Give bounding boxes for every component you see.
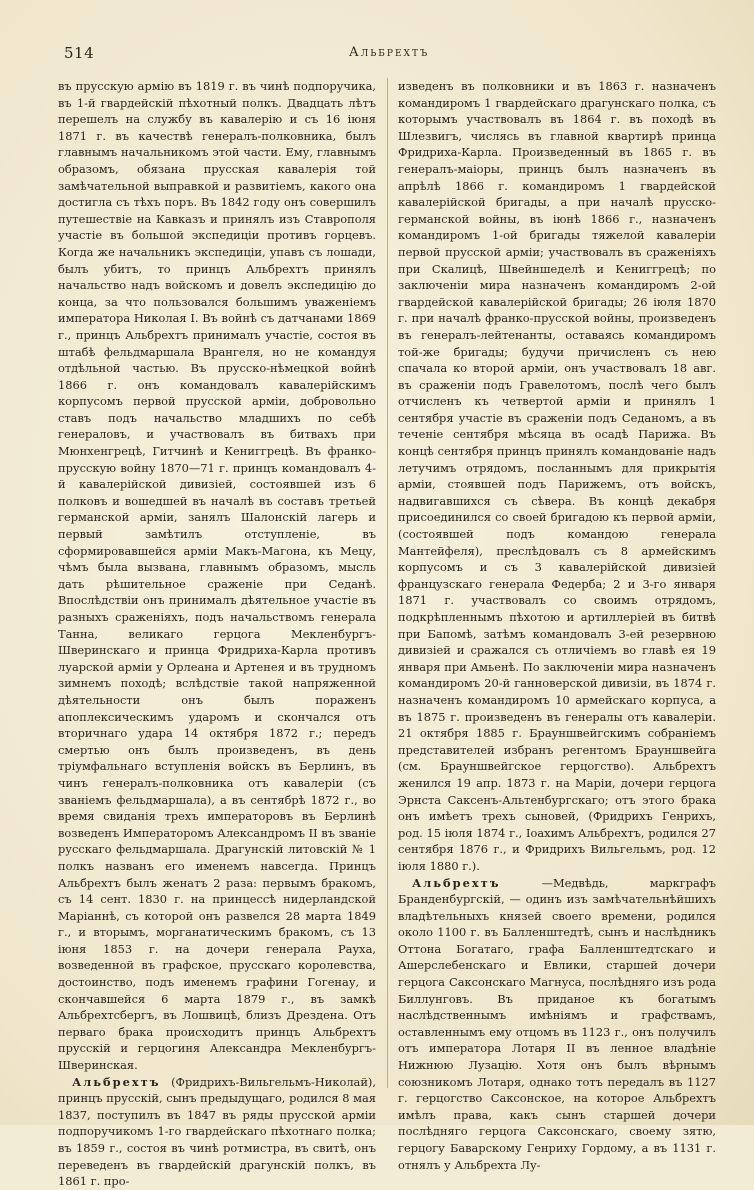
text-columns (58, 78, 717, 1189)
column-divider (387, 78, 388, 1088)
left-column (58, 78, 376, 1189)
encyclopedia-entry (58, 1074, 376, 1190)
entry-headword: Альбрехтъ (72, 1074, 161, 1089)
page-number: 514 (64, 44, 95, 62)
page-header (64, 44, 714, 66)
entry-continuation: изведенъ въ полковники и въ 1863 г. назначенъ командиромъ 1 гвардейскаго драгунскаго полка, съ которымъ участвовалъ въ 1864 г. въ походѣ въ Шлезвигъ, числясь въ главной квартирѣ принца Фридриха-Карла. Произведенный въ 1865 г. въ генералъ-маіоры, принцъ былъ назначенъ въ апрѣлѣ 1866 г. командиромъ 1 гвардейской кавалерійской бригады, а при началѣ прусско-германской войны, въ іюнѣ 1866 г., назначенъ командиромъ 1-ой бригады тяжелой кавалеріи первой прусской арміи; участвовалъ въ сраженіяхъ при Скалицѣ, Швейншеделѣ и Кениггрецѣ; по заключеніи мира назначенъ командиромъ 2-ой гвардейской кавалерійской бригады; 26 іюля 1870 г. при началѣ франко-прусской войны, произведенъ въ генералъ-лейтенанты, оставаясь командиромъ той-же бригады; будучи причисленъ съ нею спачала ко второй арміи, онъ участвовалъ 18 авг. въ сраженіи подъ Гравелотомъ, послѣ чего былъ отчисленъ къ четвертой арміи и принялъ 1 сентября участіе въ сраженіи подъ Седаномъ, а въ теченіе сентября мѣсяца въ осадѣ Парижа. Въ концѣ сентября принцъ принялъ командованіе надъ летучимъ отрядомъ, посланнымъ для прикрытія арміи, стоявшей подъ Парижемъ, отъ войскъ, надвигавшихся съ сѣвера. Въ концѣ декабря присоединился со своей бригадою къ первой арміи, (состоявшей подъ командою генерала Мантейфеля), преслѣдовалъ съ 8 армейскимъ корпусомъ и съ 3 кавалерійской дивизіей французскаго генерала Федерба; 2 и 3-го января 1871 г. участвовалъ со своимъ отрядомъ, подкрѣпленнымъ пѣхотою и артиллеріей въ битвѣ при Бапомѣ, затѣмъ командовалъ 3-ей резервною дивизіей и сражался съ отличіемъ во главѣ ея 19 января при Амьенѣ. По заключеніи мира назначенъ командиромъ 20-й ганноверской дивизіи, въ 1874 г. назначенъ командиромъ 10 армейскаго корпуса, а въ 1875 г. произведенъ въ генералы отъ кавалеріи. 21 октября 1885 г. Брауншвейгскимъ собраніемъ представителей избранъ регентомъ Брауншвейга (см. Брауншвейгское герцогство). Альбрехтъ женился 19 апр. 1873 г. на Маріи, дочери герцога Эрнста Саксенъ-Альтенбургскаго; отъ этого брака онъ имѣетъ трехъ сыновей, (Фридрихъ Генрихъ, род. 15 іюля 1874 г., Іоахимъ Альбрехтъ, родился 27 сентября 1876 г., и Фридрихъ Вильгельмъ, род. 12 іюля 1880 г.). (398, 79, 716, 873)
right-column (398, 78, 717, 1172)
running-title: Альбрехтъ (348, 45, 430, 60)
entry-continuation: въ прусскую армію въ 1819 г. въ чинѣ подпоручика, въ 1-й гвардейскій пѣхотный полкъ. Двадцать лѣтъ перешелъ на службу въ кавалерію и съ 16 іюня 1871 г. въ качествѣ генералъ-полковника, былъ главнымъ начальникомъ этой части. Ему, главнымъ образомъ, обязана прусская кавалерія той замѣчательной выправкой и развитіемъ, какого она достигла съ тѣхъ поръ. Въ 1842 году онъ совершилъ путешествіе на Кавказъ и принялъ изъ Ставрополя участіе въ большой экспедиціи противъ горцевъ. Когда же начальникъ экспедиціи, упавъ съ лошади, былъ убитъ, то принцъ Альбрехтъ принялъ начальство надъ войскомъ и довелъ экспедицію до конца, за что пользовался большимъ уваженіемъ императора Николая I. Въ войнѣ съ датчанами 1869 г., принцъ Альбрехтъ принималъ участіе, состоя въ штабѣ фельдмаршала Врангеля, но не командуя отдѣльной частью. Въ прусско-нѣмецкой войнѣ 1866 г. онъ командовалъ кавалерійскимъ корпусомъ первой прусской арміи, добровольно ставъ подъ начальство младшихъ по себѣ генераловъ, и участвовалъ въ битвахъ при Мюнхенгрецѣ, Гитчинѣ и Кениггрецѣ. Въ франко-прусскую войну 1870—71 г. принцъ командовалъ 4-й кавалерійской дивизіей, состоявшей изъ 6 полковъ и вошедшей въ началѣ въ составъ третьей германской арміи, занялъ Шалонскій лагерь и первый замѣтилъ отступленіе, въ сформировавшейся арміи Макъ-Магона, къ Мецу, чѣмъ была вызвана, главнымъ образомъ, мысль дать рѣшительное сраженіе при Седанѣ. Впослѣдствіи онъ принималъ дѣятельное участіе въ разныхъ сраженіяхъ, подъ начальствомъ генерала Танна, великаго герцога Мекленбургъ-Шверинскаго и принца Фридриха-Карла противъ луарской арміи у Орлеана и Артенея и въ трудномъ зимнемъ походѣ; вслѣдствіе такой напряженной дѣятельности онъ былъ пораженъ апоплексическимъ ударомъ и скончался отъ вторичнаго удара 14 октября 1872 г.; передъ смертью онъ былъ произведенъ, въ день тріумфальнаго вступленія войскъ въ Берлинъ, въ чинъ генералъ-полковника отъ кавалеріи (съ званіемъ фельдмаршала), а въ сентябрѣ 1872 г., во время свиданія трехъ императоровъ въ Берлинѣ возведенъ Императоромъ Александромъ II въ званіе русскаго фельдмаршала. Драгунскій литовскій № 1 полкъ названъ его именемъ навсегда. Принцъ Альбрехтъ былъ женатъ 2 раза: первымъ бракомъ, съ 14 сент. 1830 г. на принцессѣ нидерландской Маріаннѣ, съ которой онъ развелся 28 марта 1849 г., и вторымъ, морганатическимъ бракомъ, съ 13 іюня 1853 г. на дочери генерала Рауха, возведенной въ графское, прусскаго королевства, достоинство, подъ именемъ графини Гогенау, и скончавшейся 6 марта 1879 г., въ замкѣ Альбрехтсбергъ, въ Лошвицѣ, близъ Дрездена. Отъ перваго брака происходитъ принцъ Альбрехтъ прусскій и герцогиня Александра Мекленбургъ-Шверинская. (58, 79, 376, 1073)
entry-text: (Фридрихъ-Вильгельмъ-Николай), принцъ прусскій, сынъ предыдущаго, родился 8 мая 1837, поступилъ въ 1847 въ ряды прусской арміи подпоручикомъ 1-го гвардейскаго пѣхотнаго полка; въ 1859 г., состоя въ чинѣ ротмистра, въ свитѣ, онъ переведенъ въ гвардейскій драгунскій полкъ, въ 1861 г. про- (58, 1074, 376, 1189)
encyclopedia-entry (398, 875, 716, 1174)
entry-text: —Медвѣдь, маркграфъ Бранденбургскій, — одинъ изъ замѣчательнѣйшихъ владѣтельныхъ князей своего времени, родился около 1100 г. въ Балленштедтѣ, сынъ и наслѣдникъ Оттона Богатаго, графа Балленштедтскаго и Ашерслебенскаго и Eвлики, старшей дочери герцога Саксонскаго Магнуса, послѣдняго изъ рода Биллунговъ. Въ приданое къ богатымъ наслѣдственнымъ имѣніямъ и графствамъ, оставленнымъ ему отцомъ въ 1123 г., онъ получилъ отъ императора Лотаря II въ ленное владѣніе Нижнюю Лузацію. Хотя онъ былъ вѣрнымъ союзникомъ Лотаря, однако тотъ передалъ въ 1127 г. герцогство Саксонское, на которое Альбрехтъ имѣлъ права, какъ сынъ старшей дочери послѣдняго герцога Саксонскаго, своему зятю, герцогу Баварскому Генриху Гордому, а въ 1131 г. отнялъ у Альбрехта Лу- (398, 875, 717, 1172)
entry-headword: Альбрехтъ (412, 875, 501, 890)
